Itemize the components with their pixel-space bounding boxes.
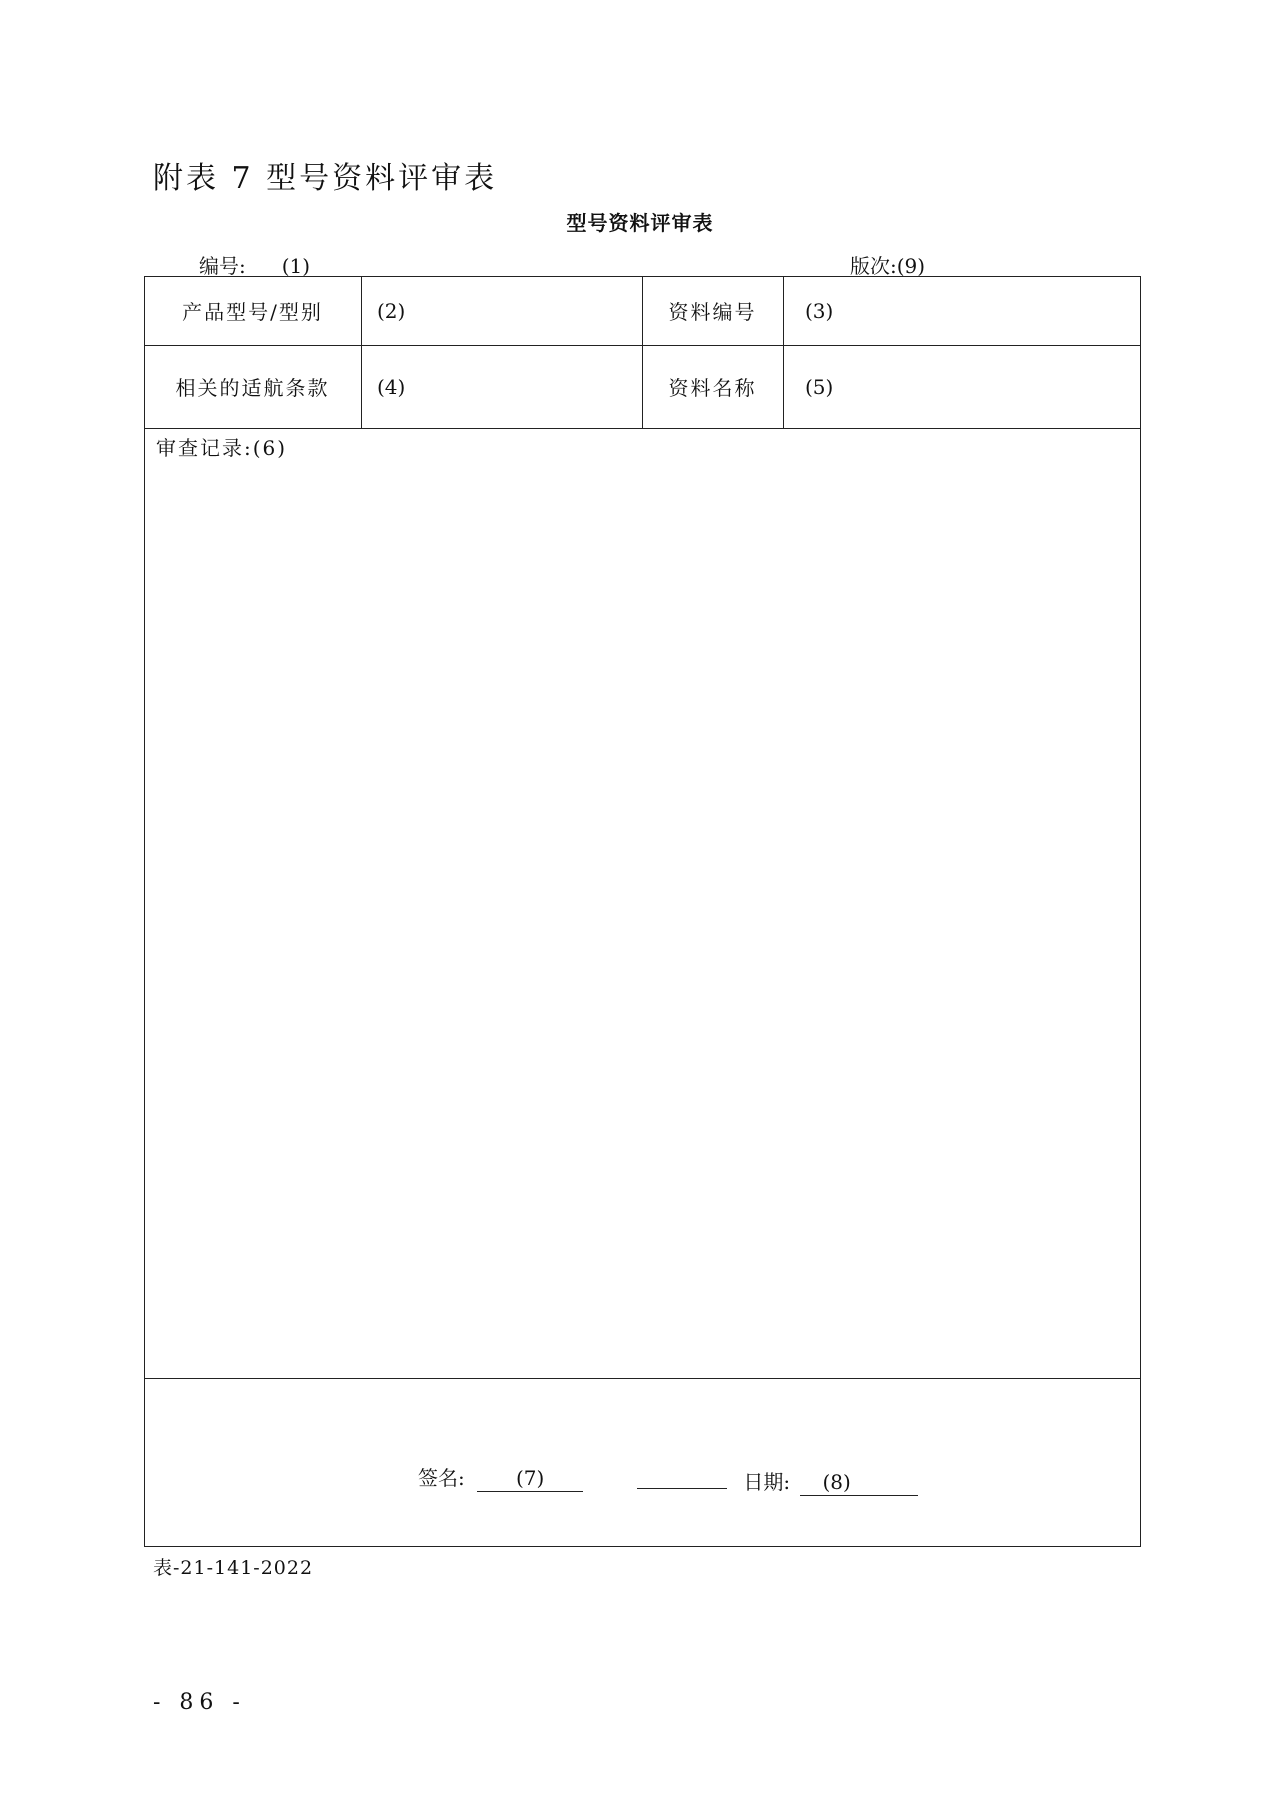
row-divider	[144, 1378, 1141, 1379]
date-value: (8)	[822, 1470, 851, 1494]
form-number-line	[199, 250, 310, 279]
airworthiness-clauses-label: 相关的适航条款	[175, 376, 330, 400]
document-number-value[interactable]: (3)	[805, 298, 834, 323]
form-number-label: 编号:	[199, 254, 246, 278]
form-title: 型号资料评审表	[566, 211, 714, 235]
page-number: - 86 -	[153, 1690, 246, 1715]
signature-line	[477, 1465, 583, 1492]
date-label: 日期:	[743, 1470, 791, 1494]
review-record-value: (6)	[252, 436, 288, 460]
review-form-table	[144, 276, 1141, 1547]
date-line	[800, 1469, 918, 1496]
form-number-value: (1)	[281, 254, 311, 278]
signature-label: 签名:	[418, 1466, 465, 1490]
product-model-value[interactable]: (2)	[377, 298, 406, 323]
row-divider	[144, 428, 1141, 429]
version-line	[850, 250, 925, 279]
document-number-label: 资料编号	[668, 300, 757, 324]
document-name-label: 资料名称	[668, 376, 757, 400]
review-record-field[interactable]	[156, 432, 287, 461]
version-label: 版次:	[850, 254, 897, 278]
date-blank-line	[637, 1462, 727, 1489]
review-record-label: 审查记录:	[156, 436, 253, 460]
document-name-value[interactable]: (5)	[805, 374, 834, 399]
form-code: 表-21-141-2022	[153, 1557, 314, 1579]
version-value: (9)	[896, 254, 926, 278]
product-model-label: 产品型号/型别	[182, 300, 323, 324]
date-field[interactable]	[637, 1462, 918, 1496]
appendix-title: 附表 7 型号资料评审表	[153, 161, 498, 196]
signature-field[interactable]	[418, 1462, 583, 1492]
signature-value: (7)	[515, 1466, 545, 1490]
airworthiness-clauses-value[interactable]: (4)	[377, 374, 406, 399]
